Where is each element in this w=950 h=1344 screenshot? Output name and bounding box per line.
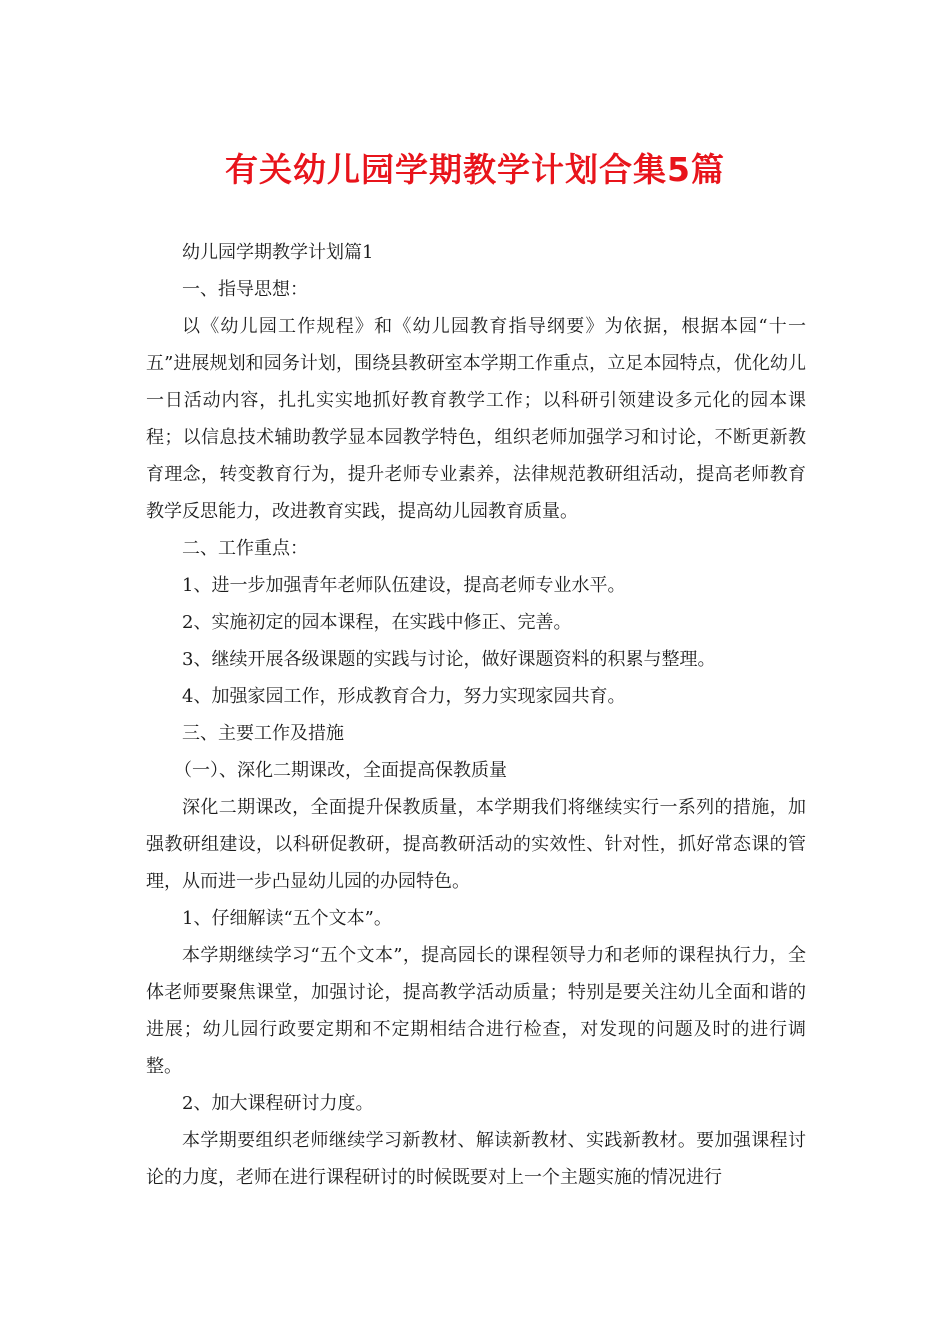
subitem-five-texts: 1、仔细解读“五个文本”。 bbox=[182, 908, 392, 929]
heading-guiding-thought: 一、指导思想： bbox=[182, 279, 308, 300]
paragraph-deepen-reform: 深化二期课改，全面提升保教质量，本学期我们将继续实行一系列的措施，加强教研组建设，以科研促教研，提高教研活动的实效性、针对性，抓好常态课的管理，从而进一步凸显幼儿园的办园特色。 bbox=[146, 797, 806, 892]
section-heading: 幼儿园学期教学计划篇1 bbox=[182, 242, 374, 263]
document-title: 有关幼儿园学期教学计划合集5篇 bbox=[225, 150, 725, 189]
heading-work-focus: 二、工作重点： bbox=[182, 538, 308, 559]
list-item-focus-2: 2、实施初定的园本课程，在实践中修正、完善。 bbox=[182, 612, 572, 633]
list-item-focus-4: 4、加强家园工作，形成教育合力，努力实现家园共育。 bbox=[182, 686, 626, 707]
subheading-deepen-reform: （一）、深化二期课改，全面提高保教质量 bbox=[174, 760, 507, 781]
heading-main-work: 三、主要工作及措施 bbox=[182, 723, 344, 744]
document-body bbox=[146, 234, 806, 1196]
paragraph-course-research: 本学期要组织老师继续学习新教材、解读新教材、实践新教材。要加强课程讨论的力度，老师在进行课程研讨的时候既要对上一个主题实施的情况进行 bbox=[146, 1130, 806, 1188]
paragraph-five-texts: 本学期继续学习“五个文本”，提高园长的课程领导力和老师的课程执行力，全体老师要聚焦课堂，加强讨论，提高教学活动质量；特别是要关注幼儿全面和谐的进展；幼儿园行政要定期和不定期相结合进行检查，对发现的问题及时的进行调整。 bbox=[146, 945, 806, 1077]
subitem-course-research: 2、加大课程研讨力度。 bbox=[182, 1093, 374, 1114]
list-item-focus-1: 1、进一步加强青年老师队伍建设，提高老师专业水平。 bbox=[182, 575, 626, 596]
paragraph-guiding-thought: 以《幼儿园工作规程》和《幼儿园教育指导纲要》为依据，根据本园“十一五”进展规划和园务计划，围绕县教研室本学期工作重点，立足本园特点，优化幼儿一日活动内容，扎扎实实地抓好教育教学工作；以科研引领建设多元化的园本课程；以信息技术辅助教学显本园教学特色，组织老师加强学习和讨论，不断更新教育理念，转变教育行为，提升老师专业素养，法律规范教研组活动，提高老师教育教学反思能力，改进教育实践，提高幼儿园教育质量。 bbox=[146, 316, 806, 522]
list-item-focus-3: 3、继续开展各级课题的实践与讨论，做好课题资料的积累与整理。 bbox=[182, 649, 716, 670]
